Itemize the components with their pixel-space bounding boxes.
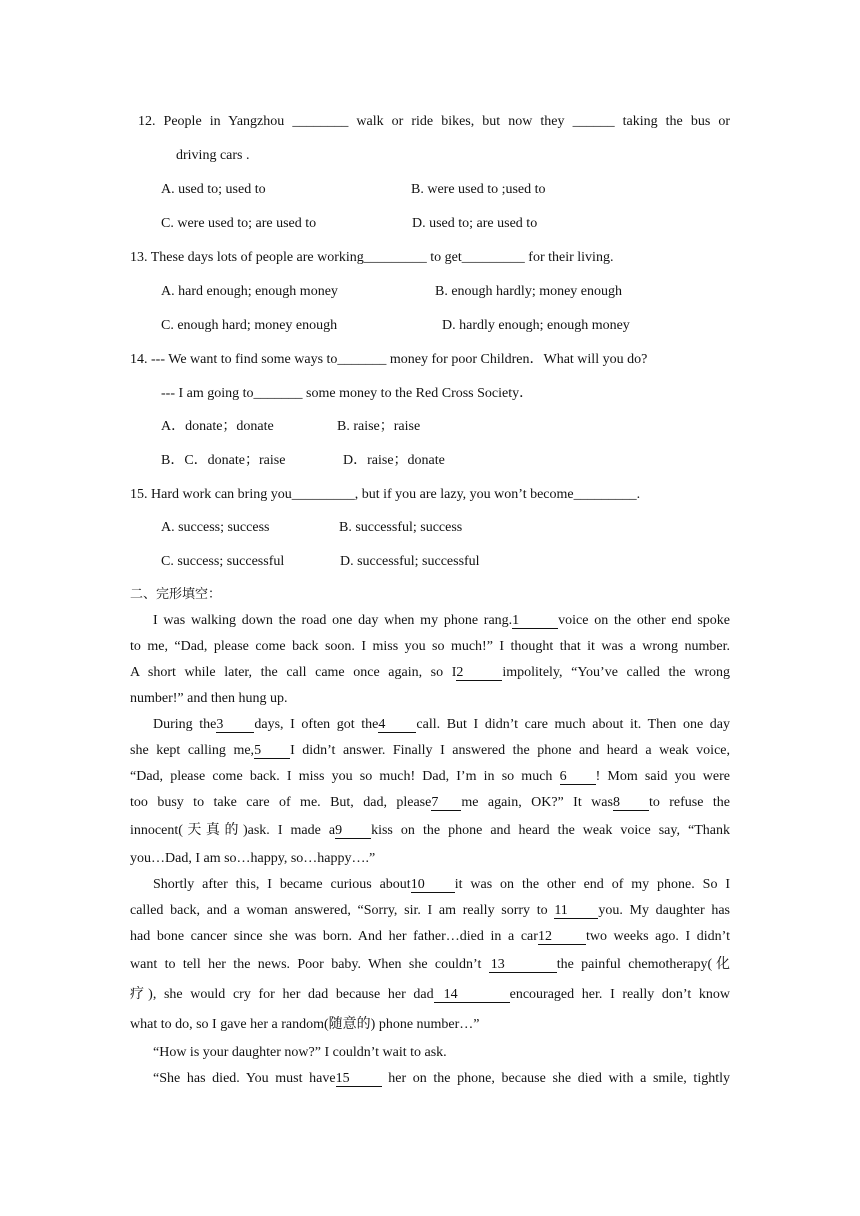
q14-stem-line1: 14. --- We want to find some ways to_______ money for poor Children．What will you do? bbox=[130, 352, 648, 367]
q12-option-a: A. used to; used to bbox=[161, 182, 266, 197]
q12-option-c: C. were used to; are used to bbox=[161, 216, 317, 231]
blank-14: 14 bbox=[434, 988, 510, 1003]
q14-option-b: B. raise；raise bbox=[337, 419, 421, 434]
blank-11: 11 bbox=[554, 904, 598, 919]
q14-option-d: D．raise；donate bbox=[343, 453, 445, 468]
passage-line: want to tell her the news. Poor baby. When she couldn’t 13 the painful chemotherapy(化 bbox=[130, 957, 730, 972]
blank-13: 13 bbox=[489, 958, 557, 973]
q12-option-d: D. used to; are used to bbox=[412, 216, 538, 231]
q13-option-b: B. enough hardly; money enough bbox=[435, 284, 623, 299]
passage-line: 疗), she would cry for her dad because her dad 14 encouraged her. I really don’t know bbox=[130, 987, 730, 1002]
passage-line: innocent(天真的)ask. I made a9 kiss on the phone and heard the weak voice say, “Thank bbox=[130, 823, 730, 838]
passage-line: A short while later, the call came once again, so I2 impolitely, “You’ve called the wrong bbox=[130, 665, 730, 680]
passage-line: called back, and a woman answered, “Sorry, sir. I am really sorry to 11 you. My daughter has bbox=[130, 903, 730, 918]
section-heading: 二、完形填空： bbox=[130, 587, 222, 602]
q13-option-c: C. enough hard; money enough bbox=[161, 318, 338, 333]
passage-line: I was walking down the road one day when my phone rang.1 voice on the other end spoke bbox=[153, 613, 730, 628]
blank-12: 12 bbox=[538, 930, 586, 945]
q14-option-a: A．donate；donate bbox=[161, 419, 274, 434]
blank-9: 9 bbox=[335, 824, 371, 839]
blank-7: 7 bbox=[431, 796, 461, 811]
q13-option-d: D. hardly enough; enough money bbox=[442, 318, 630, 333]
passage-line: number!” and then hung up. bbox=[130, 691, 288, 706]
passage-line: she kept calling me,5 I didn’t answer. Finally I answered the phone and heard a weak voice, bbox=[130, 743, 730, 758]
q15-option-a: A. success; success bbox=[161, 520, 270, 535]
passage-line: you…Dad, I am so…happy, so…happy….” bbox=[130, 851, 376, 866]
passage-line: “How is your daughter now?” I couldn’t wait to ask. bbox=[153, 1045, 447, 1060]
blank-4: 4 bbox=[378, 718, 416, 733]
blank-5: 5 bbox=[254, 744, 290, 759]
q12-option-b: B. were used to ;used to bbox=[411, 182, 546, 197]
passage-line: too busy to take care of me. But, dad, please7 me again, OK?” It was8 to refuse the bbox=[130, 795, 730, 810]
blank-6: 6 bbox=[560, 770, 596, 785]
blank-8: 8 bbox=[613, 796, 649, 811]
blank-1: 1 bbox=[512, 614, 558, 629]
passage-line: “Dad, please come back. I miss you so much! Dad, I’m in so much 6 ! Mom said you were bbox=[130, 769, 730, 784]
blank-15: 15 bbox=[336, 1072, 382, 1087]
q14-stem-line2: --- I am going to_______ some money to the Red Cross Society． bbox=[161, 386, 534, 401]
blank-10: 10 bbox=[411, 878, 455, 893]
q15-option-d: D. successful; successful bbox=[340, 554, 480, 569]
q14-option-c: B．C．donate；raise bbox=[161, 453, 286, 468]
passage-line: what to do, so I gave her a random(随意的) phone number…” bbox=[130, 1017, 480, 1032]
q13-stem: 13. These days lots of people are working_________ to get_________ for their living. bbox=[130, 250, 614, 265]
blank-2: 2 bbox=[456, 666, 502, 681]
passage-line: During the3 days, I often got the4 call. But I didn’t care much about it. Then one day bbox=[153, 717, 730, 732]
q12-stem-line1: 12. People in Yangzhou ________ walk or ride bikes, but now they ______ taking the bus or bbox=[138, 114, 730, 129]
passage-line: to me, “Dad, please come back soon. I miss you so much!” I thought that it was a wrong number. bbox=[130, 639, 730, 654]
q15-option-b: B. successful; success bbox=[339, 520, 463, 535]
q15-stem: 15. Hard work can bring you_________, but if you are lazy, you won’t become_________. bbox=[130, 487, 641, 502]
passage-line: Shortly after this, I became curious about10 it was on the other end of my phone. So I bbox=[153, 877, 730, 892]
blank-3: 3 bbox=[216, 718, 254, 733]
passage-line: “She has died. You must have15 her on the phone, because she died with a smile, tightly bbox=[153, 1071, 730, 1086]
q13-option-a: A. hard enough; enough money bbox=[161, 284, 338, 299]
q12-stem-line2: driving cars . bbox=[176, 148, 250, 163]
q15-option-c: C. success; successful bbox=[161, 554, 285, 569]
passage-line: had bone cancer since she was born. And her father…died in a car12 two weeks ago. I didn’t bbox=[130, 929, 730, 944]
